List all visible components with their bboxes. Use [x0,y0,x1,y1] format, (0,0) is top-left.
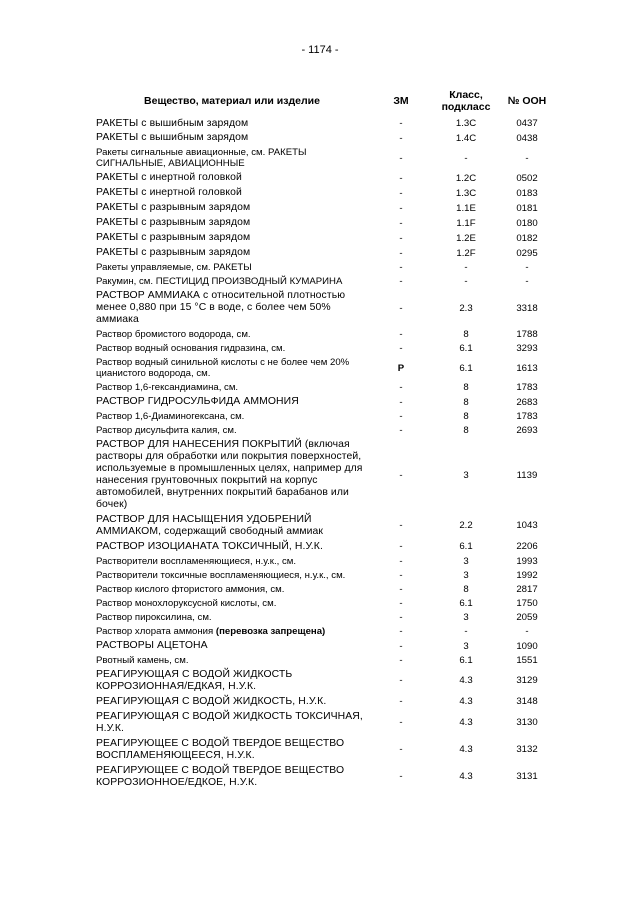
class-cell: 2.2 [459,520,473,532]
substance-name: Рвотный камень, см. [96,655,189,666]
class-cell: 3 [463,469,469,481]
un-number-cell: 2206 [516,541,538,553]
substance-name: РАКЕТЫ с инертной головкой [96,172,242,184]
zm-cell: - [399,675,403,687]
substance-name: РЕАГИРУЮЩАЯ С ВОДОЙ ЖИДКОСТЬ, Н.У.К. [96,695,327,707]
zm-cell: - [399,232,403,244]
substance-name: РАКЕТЫ с вышибным зарядом [96,117,249,129]
zm-cell: - [399,329,403,341]
un-number-cell: 3318 [516,302,538,314]
substance-name: Растворители токсичные воспламеняющиеся, н.у.к., см. [96,569,346,581]
zm-cell: - [399,696,403,708]
zm-cell: - [399,247,403,259]
table-row [96,261,556,275]
class-cell: 8 [463,425,469,437]
un-number-cell: 0181 [516,202,538,214]
zm-cell: - [399,172,403,184]
substance-name: РЕАГИРУЮЩАЯ С ВОДОЙ ЖИДКОСТЬ КОРРОЗИОННАЯ/ЕДКАЯ, Н.У.К. [96,669,293,692]
zm-cell: - [399,343,403,355]
un-number-cell: - [525,152,529,164]
class-cell: 3 [463,640,469,652]
table-row [96,513,556,540]
substance-name-cell [96,186,368,201]
table-row [96,654,556,668]
zm-cell: - [399,771,403,783]
substance-name-cell [96,736,368,763]
substance-name: РАКЕТЫ с разрывным зарядом [96,217,251,229]
class-cell: 1.4С [455,132,477,144]
substance-name-cell [96,289,368,328]
class-cell: 4.3 [459,696,473,708]
zm-cell: - [399,202,403,214]
table-row [96,342,556,356]
zm-cell: - [399,655,403,666]
header-zm: ЗМ [393,95,409,107]
substance-name-cell [96,709,368,736]
class-cell: 8 [463,396,469,408]
zm-cell: - [399,583,403,595]
substance-name-cell [96,568,368,582]
zm-cell: - [399,611,403,623]
substance-name-cell [96,131,368,146]
un-number-cell: 3148 [516,696,538,708]
table-row [96,328,556,342]
class-cell: 6.1 [459,343,473,355]
un-number-cell: 0183 [516,187,538,199]
class-cell: - [464,276,468,288]
un-number-cell: 0180 [516,217,538,229]
zm-cell: - [399,626,403,638]
class-cell: 4.3 [459,744,473,756]
substance-name-cell [96,610,368,624]
substance-name-cell [96,410,368,424]
zm-cell: - [399,425,403,437]
substance-name: РАКЕТЫ с вышибным зарядом [96,132,249,144]
table-row [96,171,556,186]
un-number-cell: 0182 [516,232,538,244]
substance-name: РАКЕТЫ с разрывным зарядом [96,247,251,259]
zm-cell: - [399,555,403,567]
class-cell: 1.2Е [456,232,476,244]
class-cell: 8 [463,583,469,595]
table-row [96,410,556,424]
table-row [96,289,556,328]
un-number-cell: 3293 [516,343,538,355]
un-number-cell: 3129 [516,675,538,687]
substance-name-cell [96,438,368,513]
header-class: Класс, подкласс [441,89,491,113]
un-number-cell: 0437 [516,117,538,129]
substance-name: РЕАГИРУЮЩЕЕ С ВОДОЙ ТВЕРДОЕ ВЕЩЕСТВО ВОСПЛАМЕНЯЮЩЕЕСЯ, Н.У.К. [96,737,345,761]
substance-name: РАСТВОРЫ АЦЕТОНА [96,640,208,652]
substance-name-cell [96,539,368,554]
substance-name-cell [96,171,368,186]
table-row [96,709,556,736]
un-number-cell: 1783 [516,411,538,423]
un-number-cell: 2059 [516,611,538,623]
substance-name: Раствор 1,6-гександиамина, см. [96,382,239,394]
table-row [96,438,556,513]
un-number-cell: 3132 [516,744,538,756]
table-row [96,231,556,246]
header-un: № ООН [507,95,547,107]
class-cell: 4.3 [459,771,473,783]
zm-cell: - [399,541,403,553]
zm-cell: - [399,262,403,274]
substance-note: (перевозка запрещена) [215,626,326,638]
table-row [96,201,556,216]
table-row [96,395,556,410]
table-row [96,116,556,131]
class-cell: - [464,626,468,638]
substance-name-cell [96,763,368,790]
substance-name: РАСТВОР ДЛЯ НАНЕСЕНИЯ ПОКРЫТИЙ (включая растворы для обработки или покрытия поверхностей, используемые в промышленных целях, например для нанесения грунтовочных покрытий на корпус автомобилей, внутренних покрытий барабанов или бочек) [96,439,363,511]
substance-name-cell [96,116,368,131]
zm-cell: - [399,717,403,729]
zm-cell: - [399,132,403,144]
zm-cell: Р [397,362,405,374]
class-cell: - [464,152,468,164]
zm-cell: - [399,117,403,129]
zm-cell: - [399,469,403,481]
table-row [96,554,556,568]
zm-cell: - [399,217,403,229]
un-number-cell: 1043 [516,520,538,532]
substance-name: Раствор хлората аммония [96,626,214,638]
substance-name: Раствор пироксилина, см. [96,611,212,623]
class-cell: 2.3 [459,302,473,314]
class-cell: 8 [463,411,469,423]
substance-name: Раствор водный основания гидразина, см. [96,343,286,355]
zm-cell: - [399,597,403,609]
zm-cell: - [399,640,403,652]
zm-cell: - [399,411,403,423]
un-number-cell: 0502 [516,172,538,184]
table-row [96,146,556,171]
un-number-cell: 0295 [516,247,538,259]
class-cell: 3 [463,555,469,567]
substance-name: РАСТВОР ГИДРОСУЛЬФИДА АММОНИЯ [96,396,299,408]
zm-cell: - [399,744,403,756]
table-row [96,356,556,381]
table-row [96,596,556,610]
un-number-cell: 2683 [516,396,538,408]
zm-cell: - [399,152,403,164]
substance-name: Раствор 1,6-Диаминогексана, см. [96,411,245,423]
substance-name: Раствор кислого фтористого аммония, см. [96,583,285,595]
substance-name-cell [96,668,368,695]
zm-cell: - [399,187,403,199]
table-row [96,131,556,146]
substance-name-cell [96,596,368,610]
un-number-cell: 2693 [516,425,538,437]
substance-name: РАКЕТЫ с инертной головкой [96,187,242,199]
class-cell: 6.1 [459,597,473,609]
substance-name: РЕАГИРУЮЩЕЕ С ВОДОЙ ТВЕРДОЕ ВЕЩЕСТВО КОРРОЗИОННОЕ/ЕДКОЕ, Н.У.К. [96,764,345,788]
un-number-cell: 3131 [516,771,538,783]
substance-name-cell [96,554,368,568]
un-number-cell: 1613 [516,362,538,374]
substance-name-cell [96,513,368,540]
table-row [96,736,556,763]
substance-name-cell [96,625,368,639]
un-number-cell: 1788 [516,329,538,341]
un-number-cell: - [525,276,529,288]
table-row [96,186,556,201]
table-header-row [96,86,556,116]
class-cell: 4.3 [459,675,473,687]
un-number-cell: 0438 [516,132,538,144]
substance-name-cell [96,381,368,395]
class-cell: 6.1 [459,541,473,553]
substance-name: Растворители воспламеняющиеся, н.у.к., см. [96,555,297,567]
substance-name-cell [96,356,368,381]
table-row [96,694,556,709]
table-row [96,625,556,639]
table-row [96,216,556,231]
zm-cell: - [399,382,403,394]
substance-name: Раствор бромистого водорода, см. [96,329,251,341]
class-cell: 1.2С [455,172,477,184]
class-cell: 3 [463,611,469,623]
class-cell: 3 [463,569,469,581]
un-number-cell: 2817 [516,583,538,595]
substance-name: РАСТВОР ДЛЯ НАСЫЩЕНИЯ УДОБРЕНИЙ АММИАКОМ, содержащий свободный аммиак [96,514,324,537]
table-row [96,610,556,624]
substance-name-cell [96,424,368,438]
substance-name: РАСТВОР ИЗОЦИАНАТА ТОКСИЧНЫЙ, Н.У.К. [96,540,323,552]
zm-cell: - [399,396,403,408]
class-cell: 4.3 [459,717,473,729]
substance-name-cell [96,261,368,275]
header-substance: Вещество, материал или изделие [144,95,320,107]
substance-name: РАСТВОР АММИАКА с относительной плотностью менее 0,880 при 15 °С в воде, с более чем 50% аммиака [96,290,346,326]
un-number-cell: 1992 [516,569,538,581]
substance-name-cell [96,216,368,231]
substance-name-cell [96,694,368,709]
substance-table [96,86,556,790]
un-number-cell: 1783 [516,382,538,394]
class-cell: 1.1F [456,217,476,229]
substance-name: Ракеты управляемые, см. РАКЕТЫ [96,262,252,274]
table-row [96,639,556,654]
table-row [96,275,556,289]
substance-name-cell [96,275,368,289]
zm-cell: - [399,520,403,532]
un-number-cell: 1090 [516,640,538,652]
un-number-cell: 1551 [516,655,538,666]
substance-name: Ракеты сигнальные авиационные, см. РАКЕТЫ СИГНАЛЬНЫЕ, АВИАЦИОННЫЕ [96,147,307,170]
substance-name: Раствор водный синильной кислоты с не более чем 20% цианистого водорода, см. [96,357,350,380]
substance-name-cell [96,201,368,216]
table-row [96,582,556,596]
substance-name-cell [96,146,368,171]
substance-name: РАКЕТЫ с разрывным зарядом [96,202,251,214]
substance-name: РЕАГИРУЮЩАЯ С ВОДОЙ ЖИДКОСТЬ ТОКСИЧНАЯ, Н.У.К. [96,710,363,734]
class-cell: 6.1 [459,655,473,666]
un-number-cell: - [525,626,529,638]
table-row [96,246,556,261]
table-row [96,668,556,695]
table-row [96,568,556,582]
substance-name: Ракумин, см. ПЕСТИЦИД ПРОИЗВОДНЫЙ КУМАРИНА [96,276,343,288]
class-cell: 1.3С [455,187,477,199]
table-row [96,424,556,438]
class-cell: 1.2F [456,247,476,259]
class-cell: - [464,262,468,274]
table-row [96,539,556,554]
substance-name-cell [96,654,368,668]
table-body [96,116,556,790]
substance-name-cell [96,639,368,654]
page-number: - 1174 - [301,44,339,56]
un-number-cell: - [525,262,529,274]
substance-name: РАКЕТЫ с разрывным зарядом [96,232,251,244]
class-cell: 8 [463,329,469,341]
substance-name-cell [96,231,368,246]
substance-name-cell [96,582,368,596]
class-cell: 1.3С [455,117,477,129]
zm-cell: - [399,569,403,581]
class-cell: 6.1 [459,362,473,374]
un-number-cell: 1750 [516,597,538,609]
substance-name-cell [96,246,368,261]
substance-name-cell [96,328,368,342]
substance-name-cell [96,342,368,356]
table-row [96,763,556,790]
class-cell: 8 [463,382,469,394]
un-number-cell: 3130 [516,717,538,729]
zm-cell: - [399,302,403,314]
zm-cell: - [399,276,403,288]
un-number-cell: 1993 [516,555,538,567]
table-row [96,381,556,395]
class-cell: 1.1Е [456,202,476,214]
substance-name-cell [96,395,368,410]
un-number-cell: 1139 [516,469,538,481]
substance-name: Раствор дисульфита калия, см. [96,425,237,437]
substance-name: Раствор монохлоруксусной кислоты, см. [96,597,277,609]
